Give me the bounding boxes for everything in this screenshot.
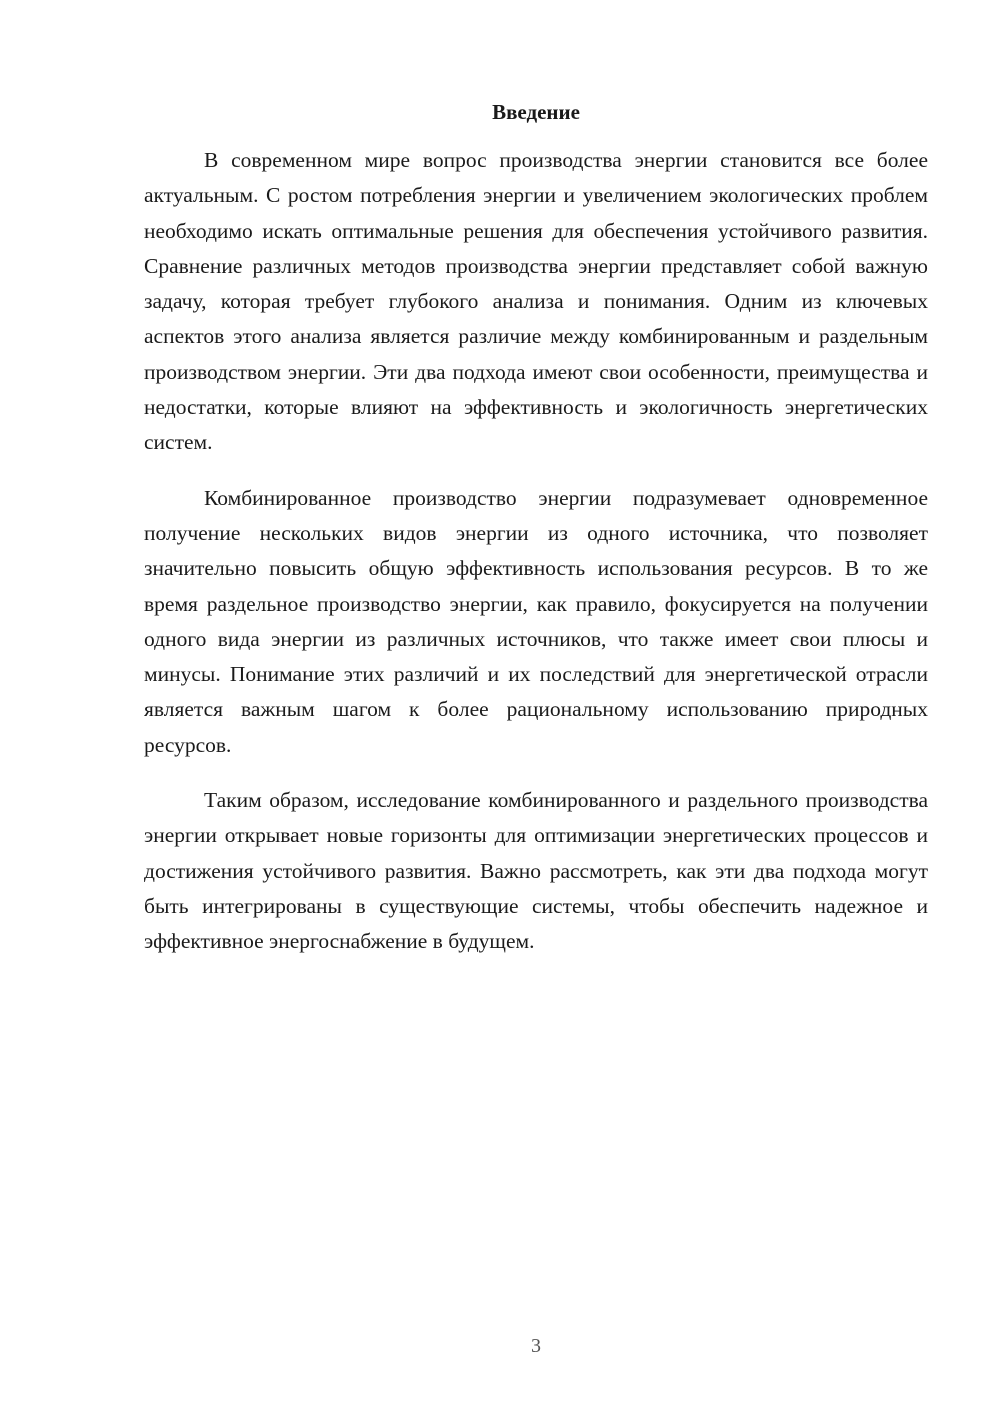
body-text — [144, 143, 928, 980]
paragraph-2: Комбинированное производство энергии подразумевает одновременное получение нескольких видов энергии из одного источника, что позволяет значительно повысить общую эффективность использования ресурсов. В то же время раздельное производство энергии, как правило, фокусируется на получении одного вида энергии из различных источников, что также имеет свои плюсы и минусы. Понимание этих различий и их последствий для энергетической отрасли является важным шагом к более рациональному использованию природных ресурсов. — [144, 485, 928, 757]
page-number: 3 — [531, 1335, 541, 1357]
paragraph-3: Таким образом, исследование комбинированного и раздельного производства энергии открывает новые горизонты для оптимизации энергетических процессов и достижения устойчивого развития. Важно рассмотреть, как эти два подхода могут быть интегрированы в существующие системы, чтобы обеспечить надежное и эффективное энергоснабжение в будущем. — [144, 788, 928, 954]
paragraph-1: В современном мире вопрос производства энергии становится все более актуальным. С ростом потребления энергии и увеличением экологических проблем необходимо искать оптимальные решения для обеспечения устойчивого развития. Сравнение различных методов производства энергии представляет собой важную задачу, которая требует глубокого анализа и понимания. Одним из ключевых аспектов этого анализа является различие между комбинированным и раздельным производством энергии. Эти два подхода имеют свои особенности, преимущества и недостатки, которые влияют на эффективность и экологичность энергетических систем. — [144, 148, 928, 455]
section-heading: Введение — [492, 100, 580, 124]
